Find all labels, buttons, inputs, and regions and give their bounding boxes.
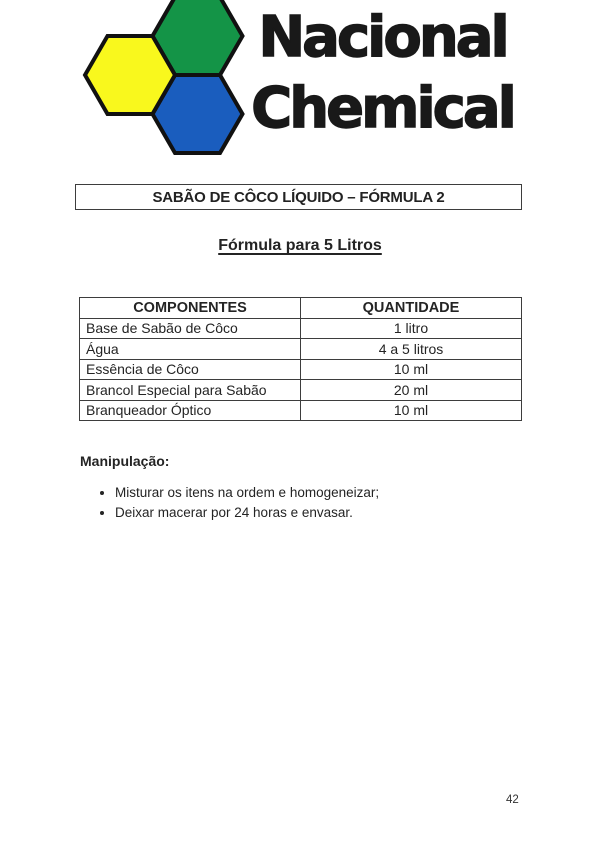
component-name: Água [80,339,301,360]
logo-line-2: Chemical [251,76,514,141]
components-table [79,297,522,421]
formula-title: SABÃO DE CÔCO LÍQUIDO – FÓRMULA 2 [152,188,445,206]
formula-title-box [75,184,522,210]
table-row [80,339,522,360]
component-quantity: 10 ml [301,359,522,380]
component-name: Essência de Côco [80,359,301,380]
manipulation-heading: Manipulação: [80,453,170,469]
logo-hexagons-icon [0,0,280,160]
subtitle-wrapper [0,237,600,255]
logo-wordmark [240,2,525,144]
table-row [80,400,522,421]
component-quantity: 20 ml [301,380,522,401]
component-name: Base de Sabão de Côco [80,318,301,339]
manipulation-list [97,483,379,523]
table-row [80,380,522,401]
table-header-row [80,298,522,319]
formula-subtitle: Fórmula para 5 Litros [218,237,382,254]
component-name: Branqueador Óptico [80,400,301,421]
component-quantity: 10 ml [301,400,522,421]
manipulation-step: • Misturar os itens na ordem e homogeneizar; [115,483,379,503]
table-row [80,359,522,380]
component-name: Brancol Especial para Sabão [80,380,301,401]
manipulation-step: • Deixar macerar por 24 horas e envasar. [115,503,379,523]
header-componentes: COMPONENTES [80,298,301,319]
header-quantidade: QUANTIDADE [301,298,522,319]
logo-line-1: Nacional [258,5,507,70]
hexagon-yellow-icon [85,36,175,114]
table-row [80,318,522,339]
page-number: 42 [506,794,519,806]
component-quantity: 1 litro [301,318,522,339]
component-quantity: 4 a 5 litros [301,339,522,360]
